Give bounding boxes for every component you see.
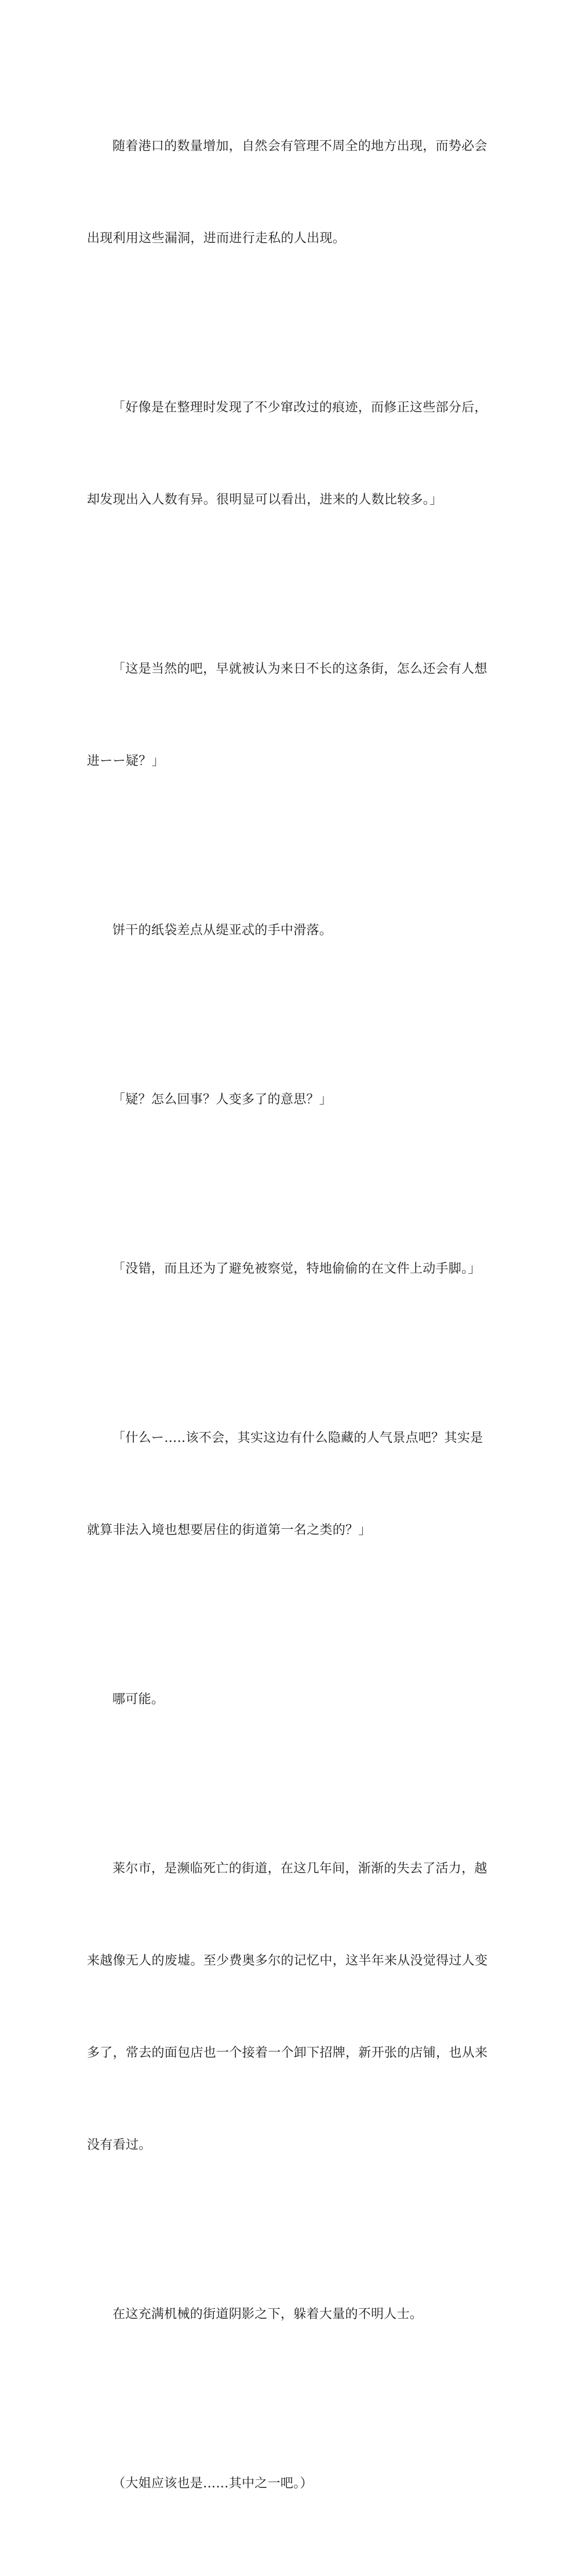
paragraph — [87, 1192, 493, 1346]
text-line: 「这是当然的吧，早就被认为来日不长的这条街，怎么还会有人想 — [112, 662, 487, 676]
paragraph — [87, 70, 493, 315]
text-line: 哪可能。 — [112, 1692, 165, 1707]
paragraph — [87, 1023, 493, 1176]
text-line: 来越像无人的废墟。至少费奥多尔的记忆中，这半年来从没觉得过人变 — [87, 1954, 488, 1968]
body-text — [87, 70, 493, 2576]
paragraph — [87, 1792, 493, 2222]
paragraph — [87, 2238, 493, 2391]
text-line: 饼干的纸袋差点从缇亚忒的手中滑落。 — [112, 923, 333, 938]
paragraph — [87, 1623, 493, 1776]
text-line: 进ーー疑？」 — [87, 754, 165, 768]
paragraph — [87, 1361, 493, 1607]
text-line: （大姐应该也是……其中之一吧。） — [112, 2476, 313, 2491]
text-line: 多了，常去的面包店也一个接着一个卸下招牌，新开张的店铺，也从来 — [87, 2046, 488, 2060]
text-line: 「什么ー…‥该不会，其实这边有什么隐藏的人气景点吧？其实是 — [112, 1431, 483, 1445]
text-line: 却发现出入人数有异。很明显可以看出，进来的人数比较多。」 — [87, 493, 443, 507]
text-line: 没有看过。 — [87, 2138, 152, 2152]
paragraph — [87, 2407, 493, 2560]
text-line: 「没错，而且还为了避免被察觉，特地偷偷的在文件上动手脚。」 — [112, 1262, 481, 1276]
text-line: 随着港口的数量增加，自然会有管理不周全的地方出现，而势必会 — [112, 139, 487, 154]
paragraph — [87, 331, 493, 577]
paragraph — [87, 592, 493, 838]
text-line: 就算非法入境也想要居住的街道第一名之类的？」 — [87, 1523, 372, 1537]
text-line: 「疑？怎么回事？人变多了的意思？」 — [112, 1092, 333, 1107]
paragraph — [87, 854, 493, 1007]
text-line: 「好像是在整理时发现了不少窜改过的痕迹，而修正这些部分后， — [112, 400, 487, 415]
text-line: 出现利用这些漏洞，进而进行走私的人出现。 — [87, 231, 346, 246]
text-line: 在这充满机械的街道阴影之下，躲着大量的不明人士。 — [112, 2307, 423, 2322]
text-line: 莱尔市，是濒临死亡的街道，在这几年间，渐渐的失去了活力，越 — [112, 1861, 487, 1876]
